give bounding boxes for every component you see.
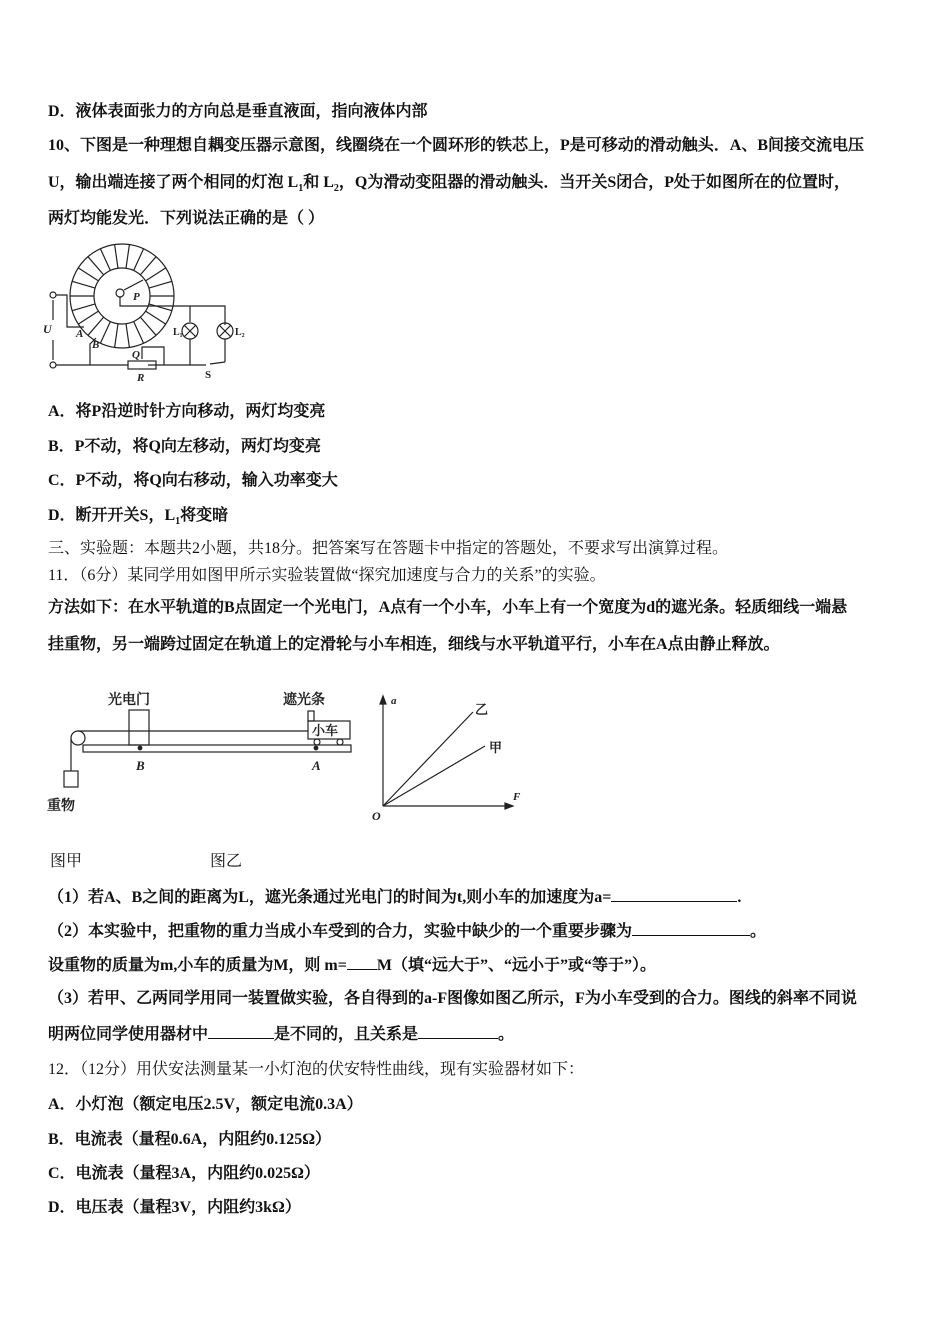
coil-winding (149, 304, 172, 311)
q11-part3-line1: （3）若甲、乙两同学用同一装置做实验，各自得到的a-F图像如图乙所示，F为小车受到的合力。图线的斜率不同说 (48, 990, 857, 1007)
coil-winding (72, 304, 95, 311)
autotransformer-circuit-figure (40, 240, 270, 390)
answer-blank-1[interactable] (611, 887, 737, 902)
answer-blank-2[interactable] (632, 921, 750, 936)
origin-label: O (372, 809, 381, 823)
text: 将变暗 (180, 507, 229, 524)
coil-winding (134, 321, 144, 343)
axis-label-a: a (391, 695, 397, 707)
label-b: B (92, 339, 100, 351)
text: D．断开开关S，L (48, 507, 176, 524)
coil-winding (146, 311, 166, 324)
q10-option-b: B．P不动，将Q向左移动，两灯均变亮 (48, 438, 321, 455)
q10-stem-line2 (48, 173, 850, 199)
text: 。 (750, 923, 767, 940)
text: ，Q为滑动变阻器的滑动触头．当开关S闭合，P处于如图所在的位置时， (338, 174, 851, 191)
q11-method-line2: 挂重物，另一端跨过固定在轨道上的定滑轮与小车相连，细线与水平轨道平行，小车在A点由静止释放。 (48, 636, 780, 653)
text: U，输出端连接了两个相同的灯泡 L (48, 174, 299, 191)
coil-winding (100, 249, 110, 271)
q9-option-d: D．液体表面张力的方向总是垂直液面，指向液体内部 (48, 103, 428, 120)
coil-winding (78, 268, 98, 281)
q12-item-c: C．电流表（量程3A，内阻约0.025Ω） (48, 1165, 320, 1182)
section-3-heading: 三、实验题：本题共2小题，共18分。把答案写在答题卡中指定的答题处，不要求写出演算过程。 (48, 540, 729, 557)
figure-jia-apparatus (40, 688, 360, 828)
coil-winding (140, 257, 156, 275)
answer-blank-3[interactable] (347, 955, 377, 970)
caption-figure-yi: 图乙 (210, 853, 243, 870)
coil-winding (100, 321, 110, 343)
q11-stem: 11．（6分）某同学用如图甲所示实验装置做“探究加速度与合力的关系”的实验。 (48, 567, 606, 584)
coil-winding (140, 317, 156, 335)
q11-method-line1: 方法如下：在水平轨道的B点固定一个光电门，A点有一个小车，小车上有一个宽度为d的遮光条。轻质细线一端悬 (48, 599, 848, 616)
subscript: 1 (298, 183, 304, 195)
label-r: R (137, 372, 145, 384)
label-cart: 小车 (312, 723, 339, 738)
label-light-strip: 遮光条 (283, 693, 325, 708)
q12-item-b: B．电流表（量程0.6A，内阻约0.125Ω） (48, 1131, 332, 1148)
q12-stem: 12．（12分）用伏安法测量某一小灯泡的伏安特性曲线，现有实验器材如下： (48, 1061, 585, 1078)
text: 。 (498, 1026, 515, 1043)
text: 明两位同学使用器材中 (48, 1026, 209, 1043)
q10-stem-line1: 10、下图是一种理想自耦变压器示意图，线圈绕在一个圆环形的铁芯上，P是可移动的滑动触头．A、B间接交流电压 (48, 137, 865, 154)
coil-winding (134, 249, 144, 271)
coil-winding (149, 281, 172, 288)
q10-option-d (48, 506, 228, 532)
coil-winding (115, 245, 118, 269)
label-p: P (133, 291, 140, 303)
coil-winding (88, 317, 104, 335)
line-label-jia: 甲 (489, 740, 503, 755)
text: 设重物的质量为m,小车的质量为M，则 m= (48, 957, 347, 974)
coil-winding (126, 324, 129, 348)
q10-option-a: A．将P沿逆时针方向移动，两灯均变亮 (48, 403, 326, 420)
label-weight: 重物 (47, 799, 75, 814)
coil-winding (126, 245, 129, 269)
text: 和 L (303, 174, 334, 191)
coil-winding (146, 268, 166, 281)
text: 是不同的，且关系是 (274, 1026, 419, 1043)
coil-winding (88, 257, 104, 275)
label-l2: L₂ (235, 327, 245, 338)
label-photogate: 光电门 (108, 693, 150, 708)
q11-part3-line2 (48, 1024, 514, 1045)
label-a: A (76, 328, 84, 340)
line-label-yi: 乙 (475, 702, 489, 717)
coil-winding (115, 324, 118, 348)
text: （1）若A、B之间的距离为L，遮光条通过光电门的时间为t,则小车的加速度为a= (48, 889, 612, 906)
answer-blank-4[interactable] (208, 1024, 274, 1039)
answer-blank-5[interactable] (418, 1024, 498, 1039)
figure-yi-graph (365, 690, 535, 830)
q11-part1 (48, 887, 741, 908)
coil-winding (78, 311, 98, 324)
text: . (737, 889, 742, 906)
label-q: Q (132, 349, 140, 361)
text: （2）本实验中，把重物的重力当成小车受到的合力，实验中缺少的一个重要步骤为 (48, 923, 633, 940)
text: M（填“远大于”、“远小于”或“等于”）。 (376, 957, 656, 974)
subscript: 2 (333, 183, 339, 195)
label-u: U (43, 322, 52, 336)
q11-part2 (48, 921, 766, 942)
q11-part2-mass (48, 955, 656, 976)
label-point-a: A (312, 758, 321, 773)
coil-winding (72, 281, 95, 288)
subscript: 1 (175, 516, 181, 528)
axis-label-f: F (513, 791, 521, 803)
q10-stem-line3: 两灯均能发光．下列说法正确的是（ ） (48, 210, 325, 227)
caption-figure-jia: 图甲 (50, 853, 83, 870)
q12-item-d: D．电压表（量程3V，内阻约3kΩ） (48, 1199, 301, 1216)
label-l1: L₁ (173, 327, 183, 338)
label-point-b: B (136, 758, 145, 773)
q10-option-c: C．P不动，将Q向右移动，输入功率变大 (48, 472, 338, 489)
label-s: S (205, 369, 212, 381)
q12-item-a: A．小灯泡（额定电压2.5V，额定电流0.3A） (48, 1096, 363, 1113)
